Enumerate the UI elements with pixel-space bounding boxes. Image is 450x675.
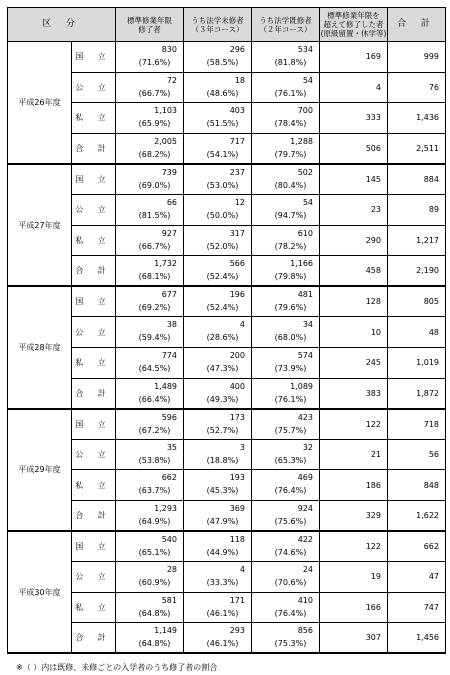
total-cell: 848 [388, 470, 446, 501]
cell-value: 662 [161, 473, 177, 483]
exceeded-cell: 122 [320, 531, 388, 562]
total-cell: 2,511 [388, 133, 446, 164]
category-cell: 公 立 [72, 317, 116, 348]
cell-percent: (68.0%) [274, 333, 307, 343]
cell-percent: (50.0%) [206, 210, 239, 220]
total-cell: 1,622 [388, 500, 446, 531]
exceeded-cell: 186 [320, 470, 388, 501]
cell-value: 66 [166, 197, 177, 207]
cell-percent: (79.8%) [274, 272, 307, 282]
law-cell [252, 347, 320, 378]
standard-cell [116, 592, 184, 623]
cell-value: 856 [297, 626, 313, 636]
cell-percent: (18.8%) [206, 455, 239, 465]
standard-cell [116, 439, 184, 470]
standard-cell [116, 562, 184, 593]
cell-percent: (47.9%) [206, 516, 239, 526]
cell-value: 28 [166, 565, 177, 575]
table-body [8, 42, 446, 654]
header-division: 区 分 [8, 8, 116, 42]
law-cell [252, 42, 320, 73]
table-row [8, 439, 446, 470]
table-row [8, 592, 446, 623]
table-row [8, 164, 446, 195]
law-cell [252, 562, 320, 593]
cell-percent: (65.9%) [138, 119, 171, 129]
cell-percent: (74.6%) [274, 548, 307, 557]
cell-value: 171 [229, 595, 245, 605]
total-cell: 747 [388, 592, 446, 623]
law-cell [252, 72, 320, 103]
table-row [8, 103, 446, 134]
cell-percent: (48.6%) [206, 88, 239, 98]
standard-cell [116, 42, 184, 73]
law-cell [252, 164, 320, 195]
category-cell: 国 立 [72, 164, 116, 195]
table-row [8, 72, 446, 103]
standard-cell [116, 531, 184, 562]
cell-percent: (59.4%) [138, 333, 171, 343]
year-label: 平成26年度 [8, 42, 72, 164]
nonlaw-cell [184, 500, 252, 531]
header-law: うち法学既修者 （２年コース） [252, 8, 320, 42]
category-cell: 私 立 [72, 347, 116, 378]
cell-value: 830 [161, 45, 177, 54]
cell-value: 1,288 [290, 136, 313, 146]
total-cell: 1,436 [388, 103, 446, 134]
cell-percent: (66.7%) [138, 241, 171, 251]
standard-cell [116, 409, 184, 440]
cell-percent: (79.7%) [274, 149, 307, 159]
cell-percent: (49.3%) [206, 394, 239, 404]
category-cell: 合 計 [72, 500, 116, 531]
exceeded-cell: 307 [320, 623, 388, 654]
cell-value: 317 [229, 228, 245, 238]
law-cell [252, 439, 320, 470]
cell-value: 700 [297, 106, 313, 116]
exceeded-cell: 506 [320, 133, 388, 164]
category-cell: 合 計 [72, 623, 116, 654]
exceeded-cell: 329 [320, 500, 388, 531]
cell-value: 18 [234, 75, 245, 85]
cell-value: 193 [229, 473, 245, 483]
cell-percent: (46.1%) [206, 608, 239, 618]
category-cell: 国 立 [72, 42, 116, 73]
cell-value: 12 [234, 197, 245, 207]
category-cell: 公 立 [72, 562, 116, 593]
cell-value: 4 [239, 565, 245, 575]
cell-percent: (81.8%) [274, 58, 307, 67]
cell-value: 1,103 [154, 106, 177, 116]
cell-value: 502 [297, 167, 313, 177]
cell-value: 369 [229, 503, 245, 513]
category-cell: 公 立 [72, 439, 116, 470]
standard-cell [116, 347, 184, 378]
cell-percent: (58.5%) [206, 58, 239, 67]
cell-percent: (65.3%) [274, 455, 307, 465]
cell-value: 38 [166, 320, 177, 330]
total-cell: 2,190 [388, 256, 446, 287]
table-row [8, 347, 446, 378]
nonlaw-cell [184, 409, 252, 440]
header-exceeded: 標準修業年限を 超えて修了した者 (原級留置・休学等) [320, 8, 388, 42]
total-cell: 718 [388, 409, 446, 440]
cell-percent: (46.1%) [206, 639, 239, 649]
cell-percent: (45.3%) [206, 486, 239, 496]
total-cell: 56 [388, 439, 446, 470]
cell-percent: (63.7%) [138, 486, 171, 496]
cell-value: 596 [161, 412, 177, 422]
exceeded-cell: 383 [320, 378, 388, 409]
exceeded-cell: 4 [320, 72, 388, 103]
table-row [8, 133, 446, 164]
nonlaw-cell [184, 378, 252, 409]
category-cell: 公 立 [72, 194, 116, 225]
exceeded-cell: 128 [320, 286, 388, 317]
category-cell: 国 立 [72, 409, 116, 440]
cell-percent: (52.7%) [206, 425, 239, 435]
cell-percent: (64.5%) [138, 363, 171, 373]
cell-percent: (64.8%) [138, 639, 171, 649]
nonlaw-cell [184, 592, 252, 623]
cell-percent: (70.6%) [274, 578, 307, 588]
cell-value: 927 [161, 228, 177, 238]
exceeded-cell: 19 [320, 562, 388, 593]
total-cell: 1,872 [388, 378, 446, 409]
cell-percent: (81.5%) [138, 210, 171, 220]
cell-percent: (69.0%) [138, 180, 171, 190]
cell-percent: (68.1%) [138, 272, 171, 282]
cell-percent: (33.3%) [206, 578, 239, 588]
cell-value: 400 [229, 381, 245, 391]
completion-table [7, 7, 446, 654]
cell-value: 410 [297, 595, 313, 605]
cell-percent: (76.1%) [274, 394, 307, 404]
category-cell: 合 計 [72, 133, 116, 164]
total-cell: 1,456 [388, 623, 446, 654]
nonlaw-cell [184, 42, 252, 73]
exceeded-cell: 122 [320, 409, 388, 440]
exceeded-cell: 290 [320, 225, 388, 256]
category-cell: 合 計 [72, 378, 116, 409]
nonlaw-cell [184, 72, 252, 103]
cell-value: 481 [297, 290, 313, 300]
cell-value: 1,489 [154, 381, 177, 391]
total-cell: 884 [388, 164, 446, 195]
cell-value: 924 [297, 503, 313, 513]
nonlaw-cell [184, 562, 252, 593]
table-row [8, 256, 446, 287]
nonlaw-cell [184, 439, 252, 470]
year-label: 平成29年度 [8, 409, 72, 531]
nonlaw-cell [184, 194, 252, 225]
category-cell: 国 立 [72, 286, 116, 317]
law-cell [252, 378, 320, 409]
law-cell [252, 470, 320, 501]
standard-cell [116, 256, 184, 287]
total-cell: 76 [388, 72, 446, 103]
total-cell: 662 [388, 531, 446, 562]
header-nonlaw: うち法学未修者 （３年コース） [184, 8, 252, 42]
cell-value: 1,089 [290, 381, 313, 391]
cell-value: 610 [297, 228, 313, 238]
exceeded-cell: 21 [320, 439, 388, 470]
cell-value: 293 [229, 626, 245, 636]
cell-percent: (75.7%) [274, 425, 307, 435]
footnote: ※（ ）内は既修、未修ごとの入学者のうち修了者の割合 [16, 663, 218, 672]
exceeded-cell: 245 [320, 347, 388, 378]
cell-percent: (94.7%) [274, 210, 307, 220]
cell-value: 237 [229, 167, 245, 177]
year-label: 平成30年度 [8, 531, 72, 653]
cell-value: 534 [297, 45, 313, 54]
cell-value: 581 [161, 595, 177, 605]
cell-value: 4 [239, 320, 245, 330]
cell-value: 200 [229, 350, 245, 360]
law-cell [252, 133, 320, 164]
cell-percent: (79.6%) [274, 303, 307, 313]
cell-percent: (52.0%) [206, 241, 239, 251]
table-row [8, 470, 446, 501]
cell-value: 422 [297, 535, 313, 544]
table-header [8, 8, 446, 42]
table-row [8, 42, 446, 73]
total-cell: 48 [388, 317, 446, 348]
cell-percent: (65.1%) [138, 548, 171, 557]
exceeded-cell: 169 [320, 42, 388, 73]
cell-value: 34 [302, 320, 313, 330]
cell-percent: (78.4%) [274, 119, 307, 129]
exceeded-cell: 166 [320, 592, 388, 623]
cell-percent: (75.6%) [274, 516, 307, 526]
law-cell [252, 531, 320, 562]
total-cell: 1,217 [388, 225, 446, 256]
standard-cell [116, 103, 184, 134]
cell-value: 540 [161, 535, 177, 544]
category-cell: 私 立 [72, 592, 116, 623]
exceeded-cell: 10 [320, 317, 388, 348]
law-cell [252, 103, 320, 134]
cell-value: 24 [302, 565, 313, 575]
law-cell [252, 225, 320, 256]
total-cell: 805 [388, 286, 446, 317]
exceeded-cell: 23 [320, 194, 388, 225]
cell-percent: (47.3%) [206, 363, 239, 373]
standard-cell [116, 286, 184, 317]
cell-percent: (53.8%) [138, 455, 171, 465]
cell-value: 3 [239, 442, 245, 452]
cell-value: 2,005 [154, 136, 177, 146]
header-standard: 標準修業年限 修了者 [116, 8, 184, 42]
cell-percent: (51.5%) [206, 119, 239, 129]
category-cell: 私 立 [72, 470, 116, 501]
cell-value: 196 [229, 290, 245, 300]
law-cell [252, 623, 320, 654]
cell-percent: (69.2%) [138, 303, 171, 313]
cell-value: 574 [297, 350, 313, 360]
total-cell: 47 [388, 562, 446, 593]
law-cell [252, 317, 320, 348]
cell-percent: (80.4%) [274, 180, 307, 190]
law-cell [252, 409, 320, 440]
cell-percent: (54.1%) [206, 149, 239, 159]
cell-value: 403 [229, 106, 245, 116]
cell-value: 35 [166, 442, 177, 452]
cell-percent: (75.3%) [274, 639, 307, 649]
nonlaw-cell [184, 470, 252, 501]
cell-percent: (67.2%) [138, 425, 171, 435]
cell-value: 1,149 [154, 626, 177, 636]
law-cell [252, 256, 320, 287]
cell-percent: (53.0%) [206, 180, 239, 190]
category-cell: 私 立 [72, 103, 116, 134]
year-label: 平成28年度 [8, 286, 72, 408]
table-row [8, 286, 446, 317]
cell-value: 469 [297, 473, 313, 483]
cell-percent: (68.2%) [138, 149, 171, 159]
standard-cell [116, 225, 184, 256]
category-cell: 合 計 [72, 256, 116, 287]
standard-cell [116, 194, 184, 225]
cell-value: 1,293 [154, 503, 177, 513]
nonlaw-cell [184, 164, 252, 195]
cell-value: 566 [229, 259, 245, 269]
category-cell: 公 立 [72, 72, 116, 103]
cell-percent: (64.8%) [138, 608, 171, 618]
table-row [8, 378, 446, 409]
category-cell: 私 立 [72, 225, 116, 256]
law-cell [252, 500, 320, 531]
cell-percent: (76.1%) [274, 88, 307, 98]
standard-cell [116, 470, 184, 501]
cell-value: 423 [297, 412, 313, 422]
total-cell: 89 [388, 194, 446, 225]
cell-percent: (66.7%) [138, 88, 171, 98]
standard-cell [116, 72, 184, 103]
exceeded-cell: 145 [320, 164, 388, 195]
standard-cell [116, 623, 184, 654]
cell-percent: (76.4%) [274, 486, 307, 496]
header-total: 合 計 [388, 8, 446, 42]
nonlaw-cell [184, 317, 252, 348]
category-cell: 国 立 [72, 531, 116, 562]
nonlaw-cell [184, 623, 252, 654]
cell-percent: (52.4%) [206, 303, 239, 313]
nonlaw-cell [184, 286, 252, 317]
cell-percent: (28.6%) [206, 333, 239, 343]
cell-percent: (44.9%) [206, 548, 239, 557]
nonlaw-cell [184, 256, 252, 287]
cell-value: 296 [229, 45, 245, 54]
law-cell [252, 592, 320, 623]
cell-value: 173 [229, 412, 245, 422]
nonlaw-cell [184, 531, 252, 562]
standard-cell [116, 133, 184, 164]
table-row [8, 317, 446, 348]
cell-percent: (52.4%) [206, 272, 239, 282]
cell-percent: (64.9%) [138, 516, 171, 526]
cell-value: 54 [302, 197, 313, 207]
standard-cell [116, 378, 184, 409]
year-label: 平成27年度 [8, 164, 72, 286]
cell-value: 54 [302, 75, 313, 85]
standard-cell [116, 500, 184, 531]
total-cell: 1,019 [388, 347, 446, 378]
table-row [8, 194, 446, 225]
cell-value: 32 [302, 442, 313, 452]
cell-percent: (66.4%) [138, 394, 171, 404]
nonlaw-cell [184, 225, 252, 256]
table-row [8, 531, 446, 562]
nonlaw-cell [184, 103, 252, 134]
law-cell [252, 194, 320, 225]
cell-value: 739 [161, 167, 177, 177]
standard-cell [116, 317, 184, 348]
cell-value: 717 [229, 136, 245, 146]
cell-value: 1,166 [290, 259, 313, 269]
standard-cell [116, 164, 184, 195]
exceeded-cell: 333 [320, 103, 388, 134]
cell-percent: (76.4%) [274, 608, 307, 618]
law-cell [252, 286, 320, 317]
table-row [8, 562, 446, 593]
table-row [8, 225, 446, 256]
nonlaw-cell [184, 133, 252, 164]
nonlaw-cell [184, 347, 252, 378]
cell-value: 1,732 [154, 259, 177, 269]
exceeded-cell: 458 [320, 256, 388, 287]
total-cell: 999 [388, 42, 446, 73]
cell-value: 774 [161, 350, 177, 360]
cell-percent: (60.9%) [138, 578, 171, 588]
cell-value: 72 [166, 75, 177, 85]
cell-value: 118 [229, 535, 245, 544]
cell-percent: (78.2%) [274, 241, 307, 251]
table-row [8, 409, 446, 440]
table-row [8, 500, 446, 531]
cell-percent: (71.6%) [138, 58, 171, 67]
cell-percent: (73.9%) [274, 363, 307, 373]
table-row [8, 623, 446, 654]
cell-value: 677 [161, 290, 177, 300]
